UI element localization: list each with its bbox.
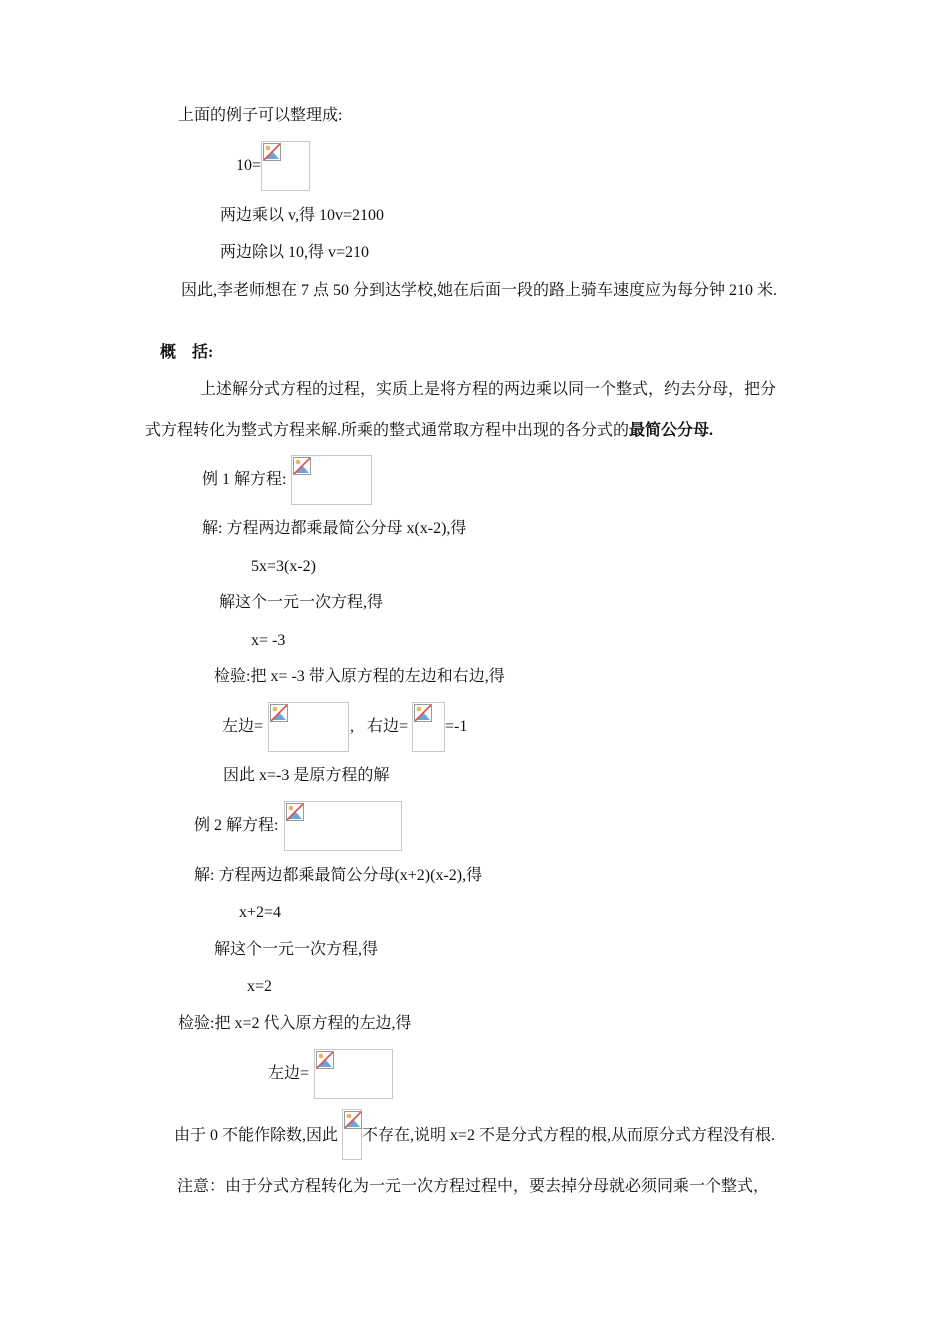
summary-paragraph <box>145 421 713 441</box>
broken-image-icon <box>316 1051 334 1069</box>
broken-image-icon <box>293 457 311 475</box>
broken-image-icon <box>286 803 304 821</box>
solution-text: 解: 方程两边都乘最简公分母 x(x-2),得 <box>202 520 467 537</box>
section-heading: 概 括: <box>160 344 214 361</box>
summary-paragraph: 上述解分式方程的过程，实质上是将方程的两边乘以同一个整式，约去分母，把分 <box>200 381 777 398</box>
equation-label: 10= <box>236 157 262 174</box>
formula-image <box>261 141 310 191</box>
step-text: 解这个一元一次方程,得 <box>219 594 384 611</box>
right-side-label: 右边= <box>367 718 409 735</box>
equation-text: x=2 <box>247 978 273 995</box>
equation-text: x= -3 <box>251 632 286 649</box>
broken-image-icon <box>414 704 432 722</box>
equation-text: x+2=4 <box>239 904 282 921</box>
summary-text: 式方程转化为整式方程来解.所乘的整式通常取方程中出现的各分式的 <box>145 422 630 439</box>
comma-text: , <box>350 718 354 735</box>
formula-image <box>314 1049 393 1099</box>
conclusion-text: 因此 x=-3 是原方程的解 <box>223 767 390 784</box>
broken-image-icon <box>344 1111 362 1129</box>
left-side-label: 左边= <box>268 1065 310 1082</box>
note-text: 注意：由于分式方程转化为一元一次方程过程中，要去掉分母就必须同乘一个整式， <box>177 1178 770 1195</box>
check-text: 检验:把 x= -3 带入原方程的左边和右边,得 <box>214 668 505 685</box>
key-term: 最简公分母. <box>629 422 714 439</box>
solution-text: 解: 方程两边都乘最简公分母(x+2)(x-2),得 <box>194 867 483 884</box>
reason-text: 不存在,说明 x=2 不是分式方程的根,从而原分式方程没有根. <box>362 1127 776 1144</box>
broken-image-icon <box>270 704 288 722</box>
formula-image <box>342 1109 362 1160</box>
result-text: =-1 <box>445 718 468 735</box>
step-text: 解这个一元一次方程,得 <box>214 941 379 958</box>
step-text: 两边除以 10,得 v=210 <box>220 244 370 261</box>
formula-image <box>268 702 349 752</box>
formula-image <box>291 455 372 505</box>
example-label: 例 2 解方程: <box>194 817 279 834</box>
broken-image-icon <box>263 143 281 161</box>
step-text: 两边乘以 v,得 10v=2100 <box>220 207 384 224</box>
example-label: 例 1 解方程: <box>202 471 287 488</box>
reason-text: 由于 0 不能作除数,因此 <box>174 1127 339 1144</box>
equation-text: 5x=3(x-2) <box>251 558 317 575</box>
left-side-label: 左边= <box>222 718 264 735</box>
formula-image <box>412 702 445 752</box>
conclusion-text: 因此,李老师想在 7 点 50 分到达学校,她在后面一段的路上骑车速度应为每分钟 210 米. <box>181 282 778 299</box>
formula-image <box>284 801 402 851</box>
check-text: 检验:把 x=2 代入原方程的左边,得 <box>178 1015 412 1032</box>
intro-text: 上面的例子可以整理成: <box>178 107 343 124</box>
